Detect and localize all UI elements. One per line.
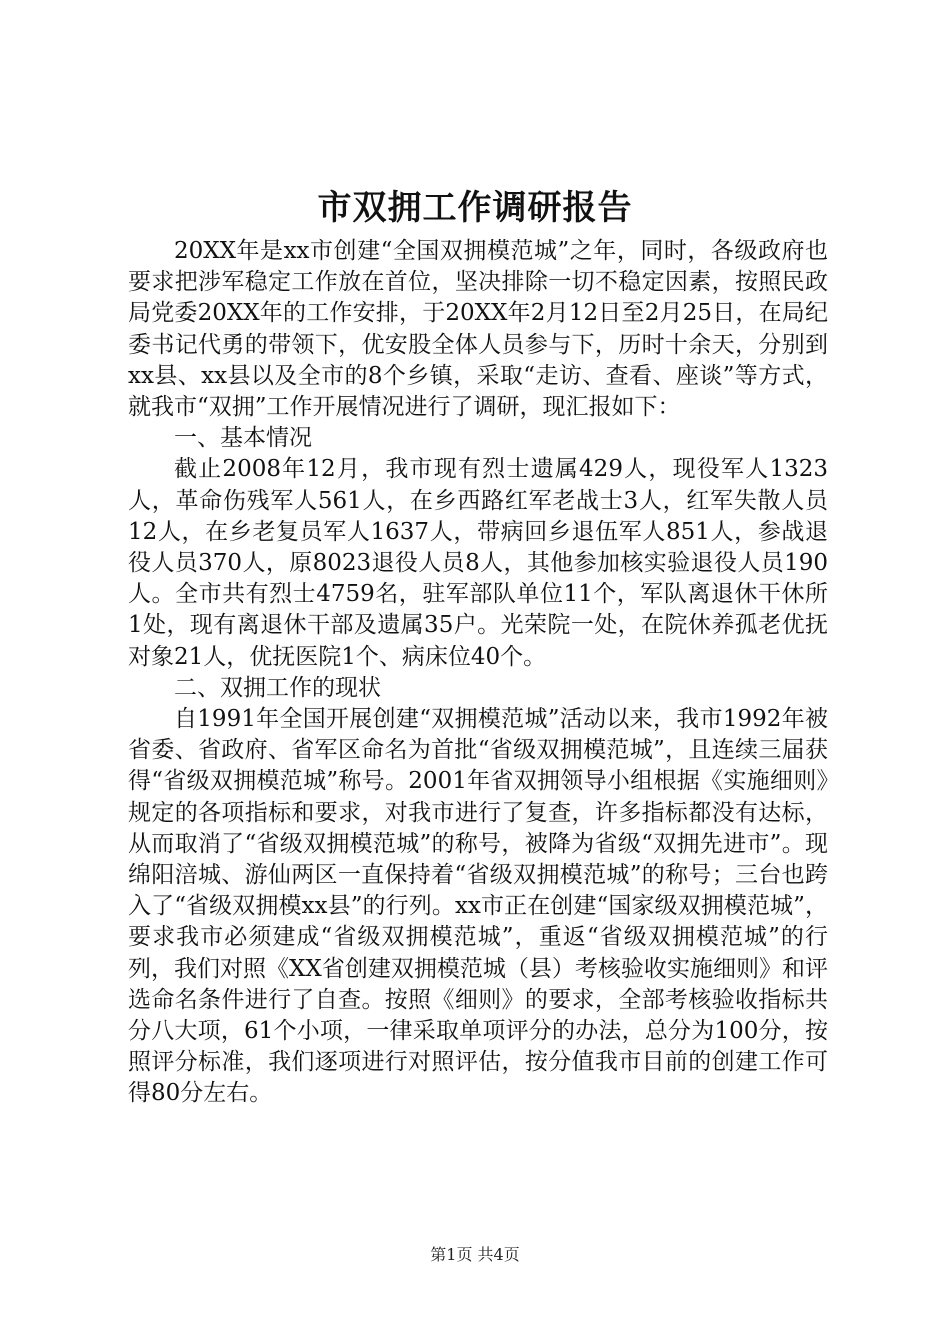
document-body [128, 236, 828, 1110]
status-paragraph: 自1991年全国开展创建“双拥模范城”活动以来，我市1992年被省委、省政府、省军区命名为首批“省级双拥模范城”，且连续三届获得“省级双拥模范城”称号。2001年省双拥领导小组根据《实施细则》规定的各项指标和要求，对我市进行了复查，许多指标都没有达标，从而取消了“省级双拥模范城”的称号，被降为省级“双拥先进市”。现绵阳涪城、游仙两区一直保持着“省级双拥模范城”的称号；三台也跨入了“省级双拥模xx县”的行列。xx市正在创建“国家级双拥模范城”，要求我市必须建成“省级双拥模范城”，重返“省级双拥模范城”的行列，我们对照《XX省创建双拥模范城（县）考核验收实施细则》和评选命名条件进行了自查。按照《细则》的要求，全部考核验收指标共分八大项，61个小项，一律采取单项评分的办法，总分为100分，按照评分标准，我们逐项进行对照评估，按分值我市目前的创建工作可得80分左右。 [128, 706, 828, 1107]
intro-paragraph: 20XX年是xx市创建“全国双拥模范城”之年，同时，各级政府也要求把涉军稳定工作放在首位，坚决排除一切不稳定因素，按照民政局党委20XX年的工作安排，于20XX年2月12日至2月25日，在局纪委书记代勇的带领下，优安股全体人员参与下，历时十余天，分别到xx县、xx县以及全市的8个乡镇，采取“走访、查看、座谈”等方式，就我市“双拥”工作开展情况进行了调研，现汇报如下： [128, 238, 828, 421]
section-heading-status: 二、双拥工作的现状 [174, 674, 381, 701]
basic-situation-paragraph: 截止2008年12月，我市现有烈士遗属429人，现役军人1323人，革命伤残军人561人，在乡西路红军老战士3人，红军失散人员12人，在乡老复员军人1637人，带病回乡退伍军人851人，参战退役人员370人，原8023退役人员8人，其他参加核实验退役人员190人。全市共有烈士4759名，驻军部队单位11个，军队离退休干休所1处，现有离退休干部及遗属35户。光荣院一处，在院休养孤老优抚对象21人，优抚医院1个、病床位40个。 [128, 456, 828, 670]
section-heading-basic: 一、基本情况 [174, 425, 312, 452]
page-footer: 第1页 共4页 [430, 1245, 520, 1264]
document-title: 市双拥工作调研报告 [317, 188, 633, 228]
